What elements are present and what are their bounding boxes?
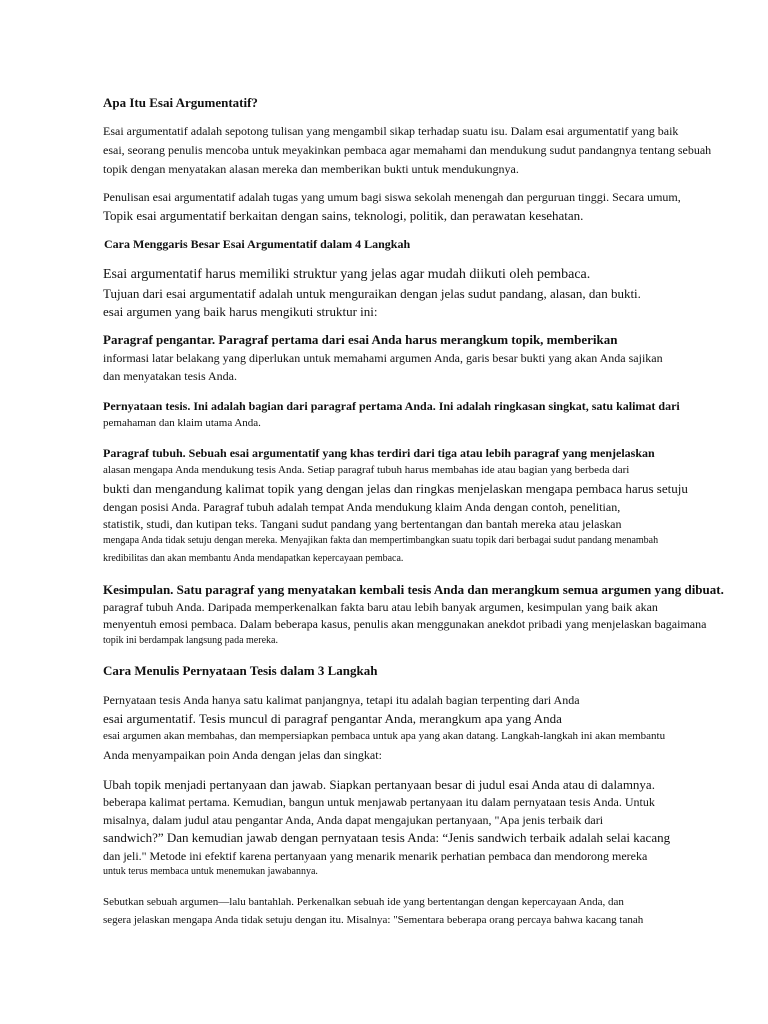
p3-line-1: Esai argumentatif harus memiliki struktur yang jelas agar mudah diikuti oleh pembaca. xyxy=(103,267,591,282)
p1-line-3: topik dengan menyatakan alasan mereka dan memberikan bukti untuk mendukungnya. xyxy=(103,162,519,176)
p2-line-1: Penulisan esai argumentatif adalah tugas yang umum bagi siswa sekolah menengah dan perguruan tinggi. Secara umum, xyxy=(103,190,681,204)
p5-line-2: pemahaman dan klaim utama Anda. xyxy=(103,417,261,429)
p6-line-2: alasan mengapa Anda mendukung tesis Anda. Setiap paragraf tubuh harus membahas ide atau bagian yang berbeda dari xyxy=(103,464,630,476)
p2-line-2: Topik esai argumentatif berkaitan dengan sains, teknologi, politik, dan perawatan kesehatan. xyxy=(103,208,584,223)
p6-line-1: Paragraf tubuh. Sebuah esai argumentatif yang khas terdiri dari tiga atau lebih paragraf yang menjelaskan xyxy=(103,446,655,460)
p7-line-1: Kesimpulan. Satu paragraf yang menyatakan kembali tesis Anda dan merangkum semua argumen yang dibuat. xyxy=(103,582,724,597)
heading-cara-menulis: Cara Menulis Pernyataan Tesis dalam 3 Langkah xyxy=(103,663,378,678)
p10-line-1: Sebutkan sebuah argumen—lalu bantahlah. Perkenalkan sebuah ide yang bertentangan dengan kepercayaan Anda, dan xyxy=(103,896,624,908)
p7-line-3: menyentuh emosi pembaca. Dalam beberapa kasus, penulis akan menggunakan anekdot pribadi yang menjelaskan bagaimana xyxy=(103,617,707,631)
p9-line-6: untuk terus membaca untuk menemukan jawabannya. xyxy=(103,866,318,877)
p8-line-4: Anda menyampaikan poin Anda dengan jelas dan singkat: xyxy=(103,748,382,762)
p6-line-6: mengapa Anda tidak setuju dengan mereka. Menyajikan fakta dan mempertimbangkan suatu topik dari berbagai sudut pandang menambah xyxy=(103,535,659,546)
p1-line-1: Esai argumentatif adalah sepotong tulisan yang mengambil sikap terhadap suatu isu. Dalam esai argumentatif yang baik xyxy=(103,124,679,138)
p1-line-2: esai, seorang penulis mencoba untuk meyakinkan pembaca agar memahami dan mendukung sudut pandangnya tentang sebuah xyxy=(103,143,712,157)
p3-line-3: esai argumen yang baik harus mengikuti struktur ini: xyxy=(103,304,378,319)
p4-line-1: Paragraf pengantar. Paragraf pertama dari esai Anda harus merangkum topik, memberikan xyxy=(103,332,618,347)
p3-line-2: Tujuan dari esai argumentatif adalah untuk menguraikan dengan jelas sudut pandang, alasan, dan bukti. xyxy=(103,286,641,301)
p9-line-2: beberapa kalimat pertama. Kemudian, bangun untuk menjawab pertanyaan itu dalam pernyataan tesis Anda. Untuk xyxy=(103,795,655,809)
heading-cara-menggaris: Cara Menggaris Besar Esai Argumentatif dalam 4 Langkah xyxy=(104,237,411,251)
heading-apa-itu-esai: Apa Itu Esai Argumentatif? xyxy=(103,95,258,110)
p7-line-2: paragraf tubuh Anda. Daripada memperkenalkan fakta baru atau lebih banyak argumen, kesimpulan yang baik akan xyxy=(103,600,658,614)
p9-line-1: Ubah topik menjadi pertanyaan dan jawab. Siapkan pertanyaan besar di judul esai Anda atau di dalamnya. xyxy=(103,777,655,792)
p4-line-2: informasi latar belakang yang diperlukan untuk memahami argumen Anda, garis besar bukti yang akan Anda sajikan xyxy=(103,351,663,365)
p4-line-3: dan menyatakan tesis Anda. xyxy=(103,369,237,383)
p7-line-4: topik ini berdampak langsung pada mereka. xyxy=(103,635,278,646)
p8-line-2: esai argumentatif. Tesis muncul di paragraf pengantar Anda, merangkum apa yang Anda xyxy=(103,711,562,726)
p9-line-3: misalnya, dalam judul atau pengantar Anda, Anda dapat mengajukan pertanyaan, "Apa jenis terbaik dari xyxy=(103,813,604,827)
p8-line-1: Pernyataan tesis Anda hanya satu kalimat panjangnya, tetapi itu adalah bagian terpenting dari Anda xyxy=(103,693,580,707)
p5-line-1: Pernyataan tesis. Ini adalah bagian dari paragraf pertama Anda. Ini adalah ringkasan singkat, satu kalimat dari xyxy=(103,399,680,413)
p6-line-7: kredibilitas dan akan membantu Anda mendapatkan kepercayaan pembaca. xyxy=(103,553,404,564)
p10-line-2: segera jelaskan mengapa Anda tidak setuju dengan itu. Misalnya: "Sementara beberapa orang percaya bahwa kacang tanah xyxy=(103,914,644,926)
p9-line-4: sandwich?” Dan kemudian jawab dengan pernyataan tesis Anda: “Jenis sandwich terbaik adalah selai kacang xyxy=(103,830,671,845)
p9-line-5: dan jeli." Metode ini efektif karena pertanyaan yang menarik menarik perhatian pembaca dan mendorong mereka xyxy=(103,849,648,863)
p6-line-3: bukti dan mengandung kalimat topik yang dengan jelas dan ringkas menjelaskan mengapa pembaca harus setuju xyxy=(103,481,688,496)
p8-line-3: esai argumen akan membahas, dan mempersiapkan pembaca untuk apa yang akan datang. Langkah-langkah ini akan membantu xyxy=(103,730,666,742)
p6-line-4: dengan posisi Anda. Paragraf tubuh adalah tempat Anda mendukung klaim Anda dengan contoh, penelitian, xyxy=(103,500,621,514)
p6-line-5: statistik, studi, dan kutipan teks. Tangani sudut pandang yang bertentangan dan bantah mereka atau jelaskan xyxy=(103,517,622,531)
